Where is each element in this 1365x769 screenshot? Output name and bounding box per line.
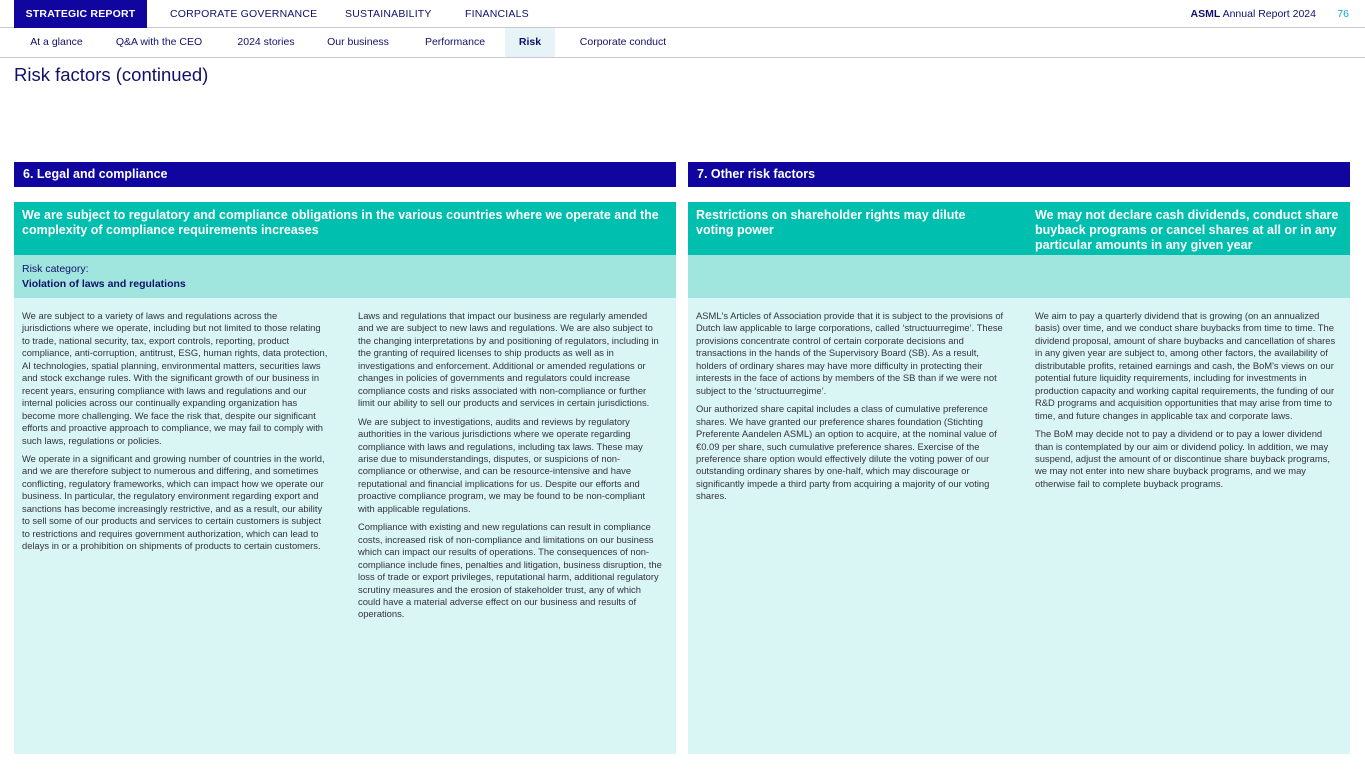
risk-category-label: Risk category: <box>22 263 89 275</box>
subnav-our-business[interactable]: Our business <box>327 36 389 48</box>
section-6-column-2 <box>358 310 664 627</box>
tab-corporate-governance[interactable]: CORPORATE GOVERNANCE <box>170 8 318 20</box>
report-brand <box>1191 0 1317 28</box>
paragraph: We are subject to investigations, audits and reviews by regulatory authorities in the various jurisdictions where we operate regarding compliance with laws and regulations, including tax laws. These may arise due to misunderstandings, disputes, or suspicions of non-compliance or otherwise, and can be resource-intensive and have reputational and financial implications for us. Despite our efforts and proactive compliance program, we may be found to be non-compliant with applicable regulations. <box>358 415 646 514</box>
subnav-2024-stories[interactable]: 2024 stories <box>237 36 295 48</box>
section-6-body <box>14 298 676 754</box>
paragraph: The BoM may decide not to pay a dividend or to pay a lower dividend than is contemplated by our aim or dividend policy. In addition, we may suspend, adjust the amount of or discontinue share buyback programs, we may not enter into new share buyback programs, and we may otherwise fail to complete buyback programs. <box>1035 428 1330 489</box>
section-6-column-1 <box>22 310 328 559</box>
subnav-qa-ceo[interactable]: Q&A with the CEO <box>115 36 203 48</box>
risk-category-value: Violation of laws and regulations <box>22 278 186 290</box>
page-title: Risk factors (continued) <box>14 64 209 85</box>
section-7-column-1 <box>696 310 1004 509</box>
report-title: Annual Report 2024 <box>1220 8 1316 20</box>
brand-name: ASML <box>1190 8 1221 20</box>
paragraph: ASML's Articles of Association provide that it is subject to the provisions of Dutch law applicable to large corporations, called ‘structuurregime’. These provisions concentrate control of certain corporate decisions and transactions in the hands of the Supervisory Board (SB). As a result, holders of ordinary shares may have more difficulty in protecting their interests in the face of actions by members of the SB than if we were not subject to the ‘structuurregime’. <box>696 310 1004 396</box>
section-7-body <box>688 298 1350 754</box>
paragraph: We are subject to a variety of laws and regulations across the jurisdictions where we operate, including but not limited to those relating to trade, national security, tax, export controls, reporting, product compliance, anti-corruption, antitrust, ESG, human rights, data protection, AI technologies, spatial planning, environmental matters, securities laws and stock exchange rules. With the significant growth of our business in recent years, ensuring compliance with laws and regulations and our internal policies across our continually expanding organization has become more challenging. We face the risk that, despite our significant efforts and proactive approach to compliance, we may fail to comply with such laws, regulations or policies. <box>22 310 328 446</box>
paragraph: We aim to pay a quarterly dividend that is growing (on an annualized basis) over time, and we conduct share buybacks from time to time. The dividend proposal, amount of share buybacks and cancellation of shares in any given year are subject to, among other factors, the availability of distributable profits, retained earnings and cash, the BoM's views on our potential future liquidity requirements, including for investments in production capacity and working capital requirements, the funding of our R&D programs and acquisition opportunities that may arise from time to time, and future changes in applicable tax and corporate laws. <box>1035 310 1336 421</box>
page-number: 76 <box>1337 8 1349 20</box>
section-6-risk-category <box>14 255 676 298</box>
paragraph: Our authorized share capital includes a class of cumulative preference shares. We have granted our preference shares foundation (Stichting Preferente Aandelen ASML) an option to acquire, at the nominal value of €0.09 per share, such cumulative preference shares. Exercise of the preference share option would effectively dilute the voting power of our outstanding ordinary shares by one-half, which may discourage or significantly impede a third party from acquiring a majority of our voting shares. <box>696 403 997 502</box>
section-7-column-2 <box>1035 310 1342 496</box>
paragraph: Compliance with existing and new regulations can result in compliance costs, increased risk of non-compliance and limitations on our business which can impact our results of operations. The consequences of non-compliance include fines, penalties and litigation, business disruption, the loss of trade or export privileges, reputational harm, additional regulatory scrutiny measures and the erosion of stakeholder trust, any of which could have a material adverse effect on our business and results of operations. <box>358 521 662 620</box>
section-7-risk-b-heading: We may not declare cash dividends, conduct share buyback programs or cancel shares at all or in any particular amounts in any given year <box>1019 202 1350 255</box>
top-navigation <box>0 0 1365 28</box>
subnav-corporate-conduct[interactable]: Corporate conduct <box>579 36 667 48</box>
tab-sustainability[interactable]: SUSTAINABILITY <box>345 8 432 20</box>
section-6-risk-heading: We are subject to regulatory and compliance obligations in the various countries where we operate and the complexity of compliance requirements increases <box>14 202 676 255</box>
section-7-title: 7. Other risk factors <box>688 162 1350 187</box>
sub-navigation <box>0 28 1365 58</box>
section-6-title: 6. Legal and compliance <box>14 162 676 187</box>
subnav-performance[interactable]: Performance <box>424 36 486 48</box>
section-7-category-band <box>688 255 1350 298</box>
subnav-risk[interactable]: Risk <box>505 28 555 57</box>
paragraph: Laws and regulations that impact our business are regularly amended and we are subject to new laws and regulations. We are also subject to the changing interpretations by and positioning of regulators, including in the granting of required licenses to ship products as well as in investigations and enforcement. Additional or amended regulations or changes in policies of governments and regulators could increase compliance costs and risks associated with non-compliance or further limit our ability to sell our products and services in certain jurisdictions. <box>358 310 659 409</box>
subnav-at-a-glance[interactable]: At a glance <box>30 36 83 48</box>
section-7-risk-a-heading: Restrictions on shareholder rights may dilute voting power <box>688 202 1019 255</box>
tab-financials[interactable]: FINANCIALS <box>465 8 529 20</box>
paragraph: We operate in a significant and growing number of countries in the world, and we are therefore subject to numerous and differing, and sometimes conflicting, regulatory frameworks, which can impact how we operate our business. In particular, the regulatory environment regarding export and sanctions has become increasingly restrictive, and as a result, our ability to sell some of our products and services to certain customers is subject to restrictions and requires government authorization, which can lead to delays in or a prohibition on shipments of products to certain customers. <box>22 452 325 552</box>
tab-strategic-report[interactable]: STRATEGIC REPORT <box>14 0 147 28</box>
